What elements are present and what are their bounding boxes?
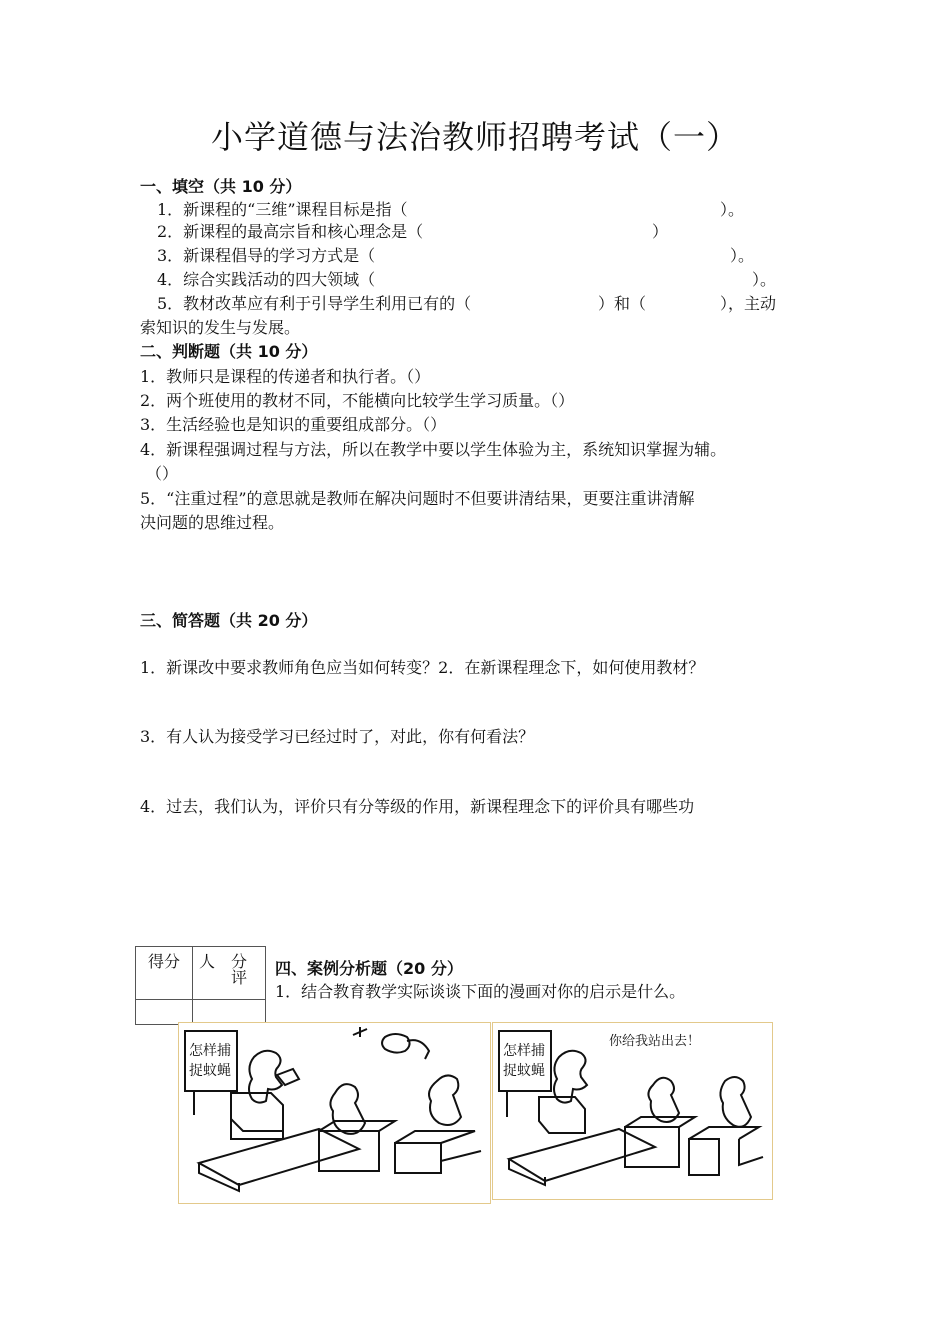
judge-item-3: 3．生活经验也是知识的重要组成部分。（）: [140, 415, 447, 434]
section3-heading: 三、简答题（共 20 分）: [140, 611, 318, 630]
board-text-1b: 捉蚊蝇: [189, 1063, 231, 1079]
short-item-4: 4．过去，我们认为，评价只有分等级的作用，新课程理念下的评价具有哪些功: [140, 797, 695, 816]
case-item-1: 1．结合教育教学实际谈谈下面的漫画对你的启示是什么。: [275, 982, 686, 1001]
page-title: 小学道德与法治教师招聘考试（一）: [210, 118, 739, 156]
score-label: 得分: [136, 947, 193, 1000]
fill-item-5-mid: ）和（: [598, 294, 647, 313]
grader-char-1: 人: [199, 952, 216, 971]
fill-item-4-end: ）。: [752, 270, 777, 289]
section4-heading: 四、案例分析题（20 分）: [275, 959, 463, 978]
fill-item-1: 1．新课程的“三维”课程目标是指（: [157, 200, 408, 219]
judge-item-4-paren: （）: [146, 464, 179, 483]
cartoon-panel-1: [178, 1022, 491, 1204]
board-text-1a: 怎样捕: [189, 1043, 231, 1059]
judge-item-1: 1．教师只是课程的传递者和执行者。（）: [140, 367, 431, 386]
score-table: [135, 946, 266, 1025]
section2-heading: 二、判断题（共 10 分）: [140, 342, 318, 361]
fill-item-1-end: ）。: [720, 200, 745, 219]
fill-item-2-end: ）: [652, 222, 669, 241]
short-item-1: 1．新课改中要求教师角色应当如何转变？2．在新课程理念下，如何使用教材？: [140, 658, 705, 677]
fill-item-3-end: ）。: [730, 246, 755, 265]
grader-char-2: 分: [231, 952, 248, 971]
speech-text: 你给我站出去！: [609, 1034, 701, 1049]
judge-item-2: 2．两个班使用的教材不同，不能横向比较学生学习质量。（）: [140, 391, 575, 410]
grader-char-3: 评: [231, 968, 248, 987]
fill-item-5-tail: ），主动: [720, 294, 777, 313]
board-text-2a: 怎样捕: [503, 1043, 545, 1059]
section1-heading: 一、填空（共 10 分）: [140, 177, 302, 196]
judge-item-4: 4．新课程强调过程与方法，所以在教学中要以学生体验为主，系统知识掌握为辅。: [140, 440, 727, 459]
fill-item-5: 5．教材改革应有利于引导学生利用已有的（: [157, 294, 472, 313]
short-item-3: 3．有人认为接受学习已经过时了，对此，你有何看法？: [140, 727, 535, 746]
board-text-2b: 捉蚊蝇: [503, 1063, 545, 1079]
cartoon-panel-2: [492, 1022, 773, 1200]
fill-item-3: 3．新课程倡导的学习方式是（: [157, 246, 376, 265]
score-cell[interactable]: [136, 1000, 193, 1025]
fill-item-2: 2．新课程的最高宗旨和核心理念是（: [157, 222, 424, 241]
fill-item-5-cont: 索知识的发生与发展。: [140, 318, 301, 337]
grader-label: [193, 947, 266, 1000]
cartoon-drawing-1: [179, 1023, 490, 1203]
judge-item-5: 5．“注重过程”的意思就是教师在解决问题时不但要讲清结果，更要注重讲清解: [140, 489, 695, 508]
cartoon-drawing-2: [493, 1023, 772, 1199]
judge-item-5-cont: 决问题的思维过程。: [140, 513, 285, 532]
grader-cell[interactable]: [193, 1000, 266, 1025]
fill-item-4: 4．综合实践活动的四大领域（: [157, 270, 376, 289]
